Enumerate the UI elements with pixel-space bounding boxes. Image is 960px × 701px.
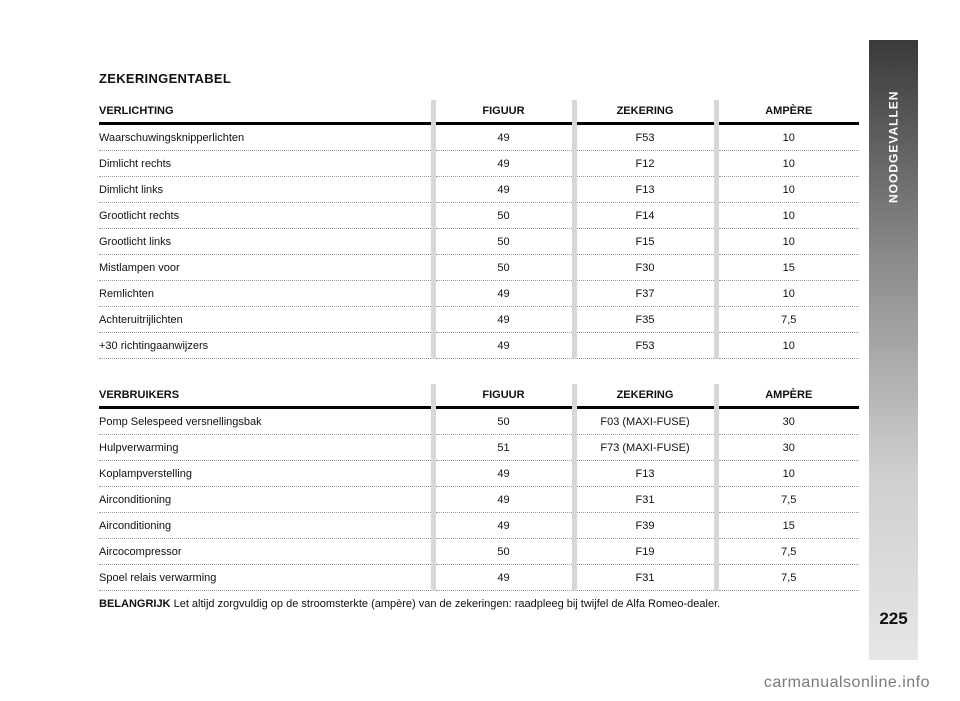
row-fuse: F53 [574, 333, 716, 359]
row-amp: 10 [716, 281, 859, 307]
row-name: Grootlicht links [99, 229, 433, 255]
row-figure: 49 [433, 307, 574, 333]
table-row [99, 151, 859, 177]
row-amp: 7,5 [716, 307, 859, 333]
consumers-fuse-table [99, 384, 859, 591]
row-amp: 15 [716, 513, 859, 539]
row-figure: 49 [433, 177, 574, 203]
row-fuse: F30 [574, 255, 716, 281]
note-label: BELANGRIJK [99, 598, 171, 610]
row-name: +30 richtingaanwijzers [99, 333, 433, 359]
row-fuse: F37 [574, 281, 716, 307]
table-header-row [99, 384, 859, 408]
row-figure: 50 [433, 539, 574, 565]
table-row [99, 435, 859, 461]
row-fuse: F39 [574, 513, 716, 539]
row-fuse: F31 [574, 487, 716, 513]
table-row [99, 307, 859, 333]
header-fuse: ZEKERING [574, 100, 716, 124]
row-amp: 10 [716, 151, 859, 177]
table-row [99, 539, 859, 565]
table-row [99, 513, 859, 539]
row-name: Mistlampen voor [99, 255, 433, 281]
row-fuse: F53 [574, 124, 716, 151]
row-figure: 49 [433, 565, 574, 591]
row-figure: 49 [433, 487, 574, 513]
table-row [99, 565, 859, 591]
row-figure: 49 [433, 151, 574, 177]
row-fuse: F03 (MAXI-FUSE) [574, 408, 716, 435]
page-title: ZEKERINGENTABEL [99, 71, 232, 86]
table-row [99, 461, 859, 487]
table-row [99, 255, 859, 281]
row-amp: 10 [716, 333, 859, 359]
row-name: Grootlicht rechts [99, 203, 433, 229]
important-note [99, 598, 720, 610]
watermark: carmanualsonline.info [763, 674, 930, 691]
table-row [99, 408, 859, 435]
row-name: Pomp Selespeed versnellingsbak [99, 408, 433, 435]
row-amp: 15 [716, 255, 859, 281]
row-figure: 50 [433, 408, 574, 435]
row-figure: 51 [433, 435, 574, 461]
row-figure: 49 [433, 333, 574, 359]
note-text: Let altijd zorgvuldig op de stroomsterkte (ampère) van de zekeringen: raadpleeg bij twijfel de Alfa Romeo-dealer. [173, 598, 721, 610]
row-name: Airconditioning [99, 513, 433, 539]
row-fuse: F35 [574, 307, 716, 333]
row-name: Waarschuwingsknipperlichten [99, 124, 433, 151]
table-row [99, 333, 859, 359]
row-amp: 7,5 [716, 539, 859, 565]
row-name: Dimlicht rechts [99, 151, 433, 177]
row-fuse: F12 [574, 151, 716, 177]
row-amp: 7,5 [716, 487, 859, 513]
row-amp: 30 [716, 408, 859, 435]
row-fuse: F15 [574, 229, 716, 255]
table-row [99, 124, 859, 151]
row-fuse: F73 (MAXI-FUSE) [574, 435, 716, 461]
header-name: VERLICHTING [99, 100, 433, 124]
row-figure: 49 [433, 513, 574, 539]
header-figure: FIGUUR [433, 100, 574, 124]
row-name: Spoel relais verwarming [99, 565, 433, 591]
row-figure: 49 [433, 124, 574, 151]
row-amp: 10 [716, 461, 859, 487]
row-figure: 50 [433, 229, 574, 255]
row-amp: 30 [716, 435, 859, 461]
header-fuse: ZEKERING [574, 384, 716, 408]
row-figure: 50 [433, 203, 574, 229]
row-amp: 10 [716, 124, 859, 151]
row-figure: 50 [433, 255, 574, 281]
table-row [99, 177, 859, 203]
row-amp: 10 [716, 177, 859, 203]
table-row [99, 487, 859, 513]
row-amp: 10 [716, 229, 859, 255]
row-figure: 49 [433, 461, 574, 487]
header-amp: AMPÈRE [716, 100, 859, 124]
row-figure: 49 [433, 281, 574, 307]
row-name: Dimlicht links [99, 177, 433, 203]
row-amp: 7,5 [716, 565, 859, 591]
row-fuse: F14 [574, 203, 716, 229]
row-name: Koplampverstelling [99, 461, 433, 487]
row-name: Hulpverwarming [99, 435, 433, 461]
lighting-fuse-table [99, 100, 859, 359]
row-fuse: F13 [574, 177, 716, 203]
header-figure: FIGUUR [433, 384, 574, 408]
header-amp: AMPÈRE [716, 384, 859, 408]
table-header-row [99, 100, 859, 124]
row-fuse: F13 [574, 461, 716, 487]
table-row [99, 281, 859, 307]
table-row [99, 229, 859, 255]
row-amp: 10 [716, 203, 859, 229]
row-name: Airconditioning [99, 487, 433, 513]
section-label: NOODGEVALLEN [886, 90, 901, 204]
row-name: Remlichten [99, 281, 433, 307]
page-number: 225 [879, 609, 908, 628]
header-name: VERBRUIKERS [99, 384, 433, 408]
row-fuse: F31 [574, 565, 716, 591]
table-row [99, 203, 859, 229]
row-name: Aircocompressor [99, 539, 433, 565]
row-fuse: F19 [574, 539, 716, 565]
row-name: Achteruitrijlichten [99, 307, 433, 333]
